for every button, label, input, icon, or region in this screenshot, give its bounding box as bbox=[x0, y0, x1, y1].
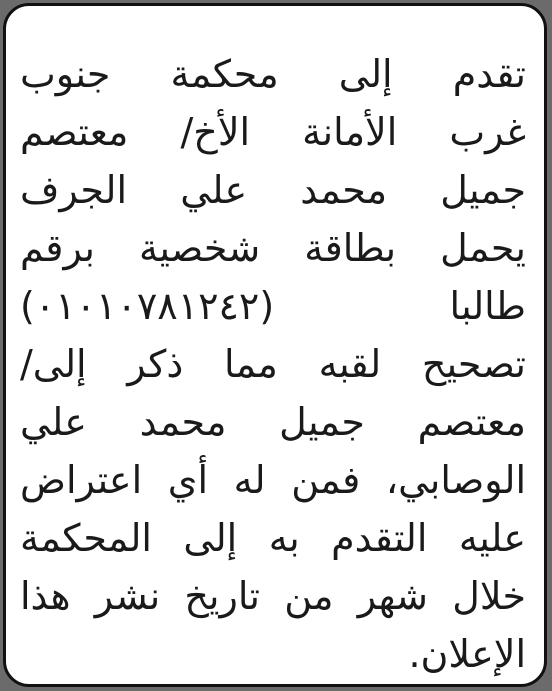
notice-line: جميل محمد علي الجرف bbox=[20, 168, 526, 212]
notice-line-final: الإعلان. bbox=[408, 632, 526, 676]
notice-line-id bbox=[20, 277, 526, 335]
notice-line: خلال شهر من تاريخ نشر هذا bbox=[20, 574, 526, 618]
notice-line: الوصابي، فمن له أي اعتراض bbox=[20, 458, 526, 502]
notice-text bbox=[20, 45, 526, 683]
notice-word-taliban: طالبا bbox=[449, 284, 526, 328]
notice-line: تقدم إلى محكمة جنوب bbox=[20, 52, 526, 96]
notice-line: معتصم جميل محمد علي bbox=[20, 400, 526, 444]
id-number: (٠١٠١٠٧٨١٢٤٢) bbox=[20, 284, 275, 328]
notice-line: عليه التقدم به إلى المحكمة bbox=[20, 516, 526, 560]
notice-line: يحمل بطاقة شخصية برقم bbox=[20, 226, 526, 270]
notice-box bbox=[3, 3, 547, 687]
notice-line: تصحيح لقبه مما ذكر إلى/ bbox=[20, 342, 526, 386]
notice-line: غرب الأمانة الأخ/ معتصم bbox=[20, 110, 526, 154]
